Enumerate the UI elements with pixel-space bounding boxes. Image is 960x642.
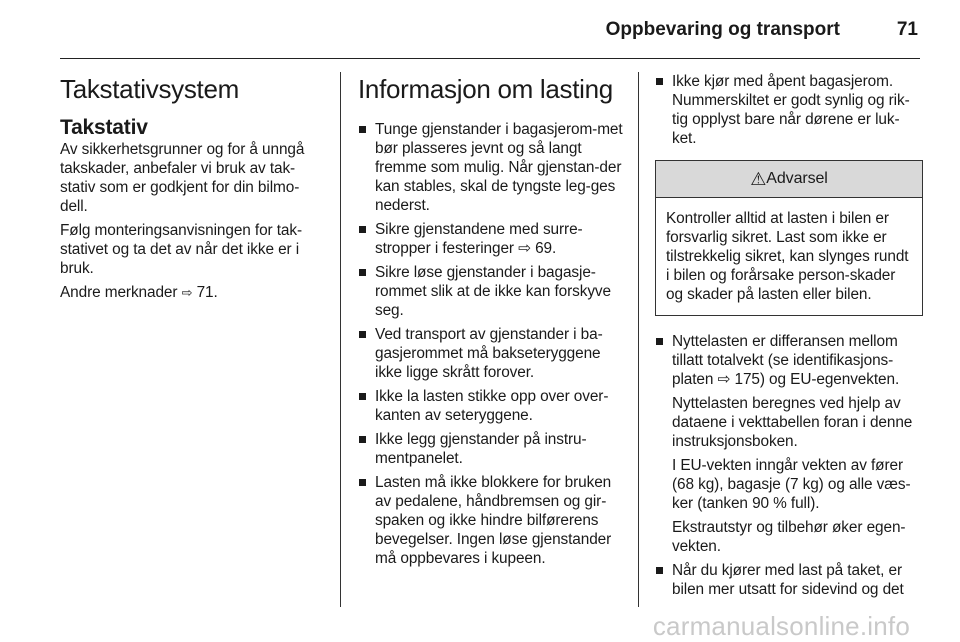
- column-divider-2: [638, 72, 639, 607]
- warning-title: Advarsel: [766, 170, 828, 187]
- paragraph: Av sikkerhetsgrunner og for å unngå takskader, anbefaler vi bruk av tak-stativ som er godkjent for din bilmo-dell.: [60, 141, 305, 215]
- section-heading-informasjon-om-lasting: Informasjon om lasting: [358, 74, 613, 104]
- section-heading-takstativsystem: Takstativsystem: [60, 74, 239, 104]
- warning-body: Kontroller alltid at lasten i bilen er forsvarlig sikret. Last som ikke er tilstrekkelig sikret, kan slynges rundt i bilen og forårsake person-skader og skader på lasten eller bilen.: [666, 210, 909, 303]
- column-3: [655, 72, 923, 604]
- list-item: [655, 332, 923, 556]
- list-item: Ikke la lasten stikke opp over over-kanten av seteryggene.: [358, 387, 624, 425]
- list-item: Ikke legg gjenstander på instru-mentpanelet.: [358, 430, 624, 468]
- subheading-takstativ: Takstativ: [60, 116, 148, 139]
- column-divider-1: [340, 72, 341, 607]
- paragraph: Følg monteringsanvisningen for tak-stativet og ta det av når det ikke er i bruk.: [60, 222, 303, 277]
- warning-header: [656, 161, 922, 198]
- bullet-list: [655, 332, 923, 599]
- header-rule: [60, 58, 920, 59]
- warning-triangle-icon: ⚠: [750, 169, 767, 189]
- reference-text: Andre merknader: [60, 284, 178, 301]
- watermark: carmanualsonline.info: [652, 611, 910, 641]
- reference-paragraph: [60, 283, 322, 302]
- page-number: 71: [896, 19, 918, 40]
- bullet-list: [358, 120, 624, 568]
- list-item: Tunge gjenstander i bagasjerom-met bør plasseres jevnt og så langt fremme som mulig. Når gjenstan-der kan stables, skal de tyngste leg-ges nederst.: [358, 120, 624, 215]
- page-header-title: Oppbevaring og transport: [605, 19, 840, 40]
- list-item: Når du kjører med last på taket, er bilen mer utsatt for sidevind og det: [655, 561, 923, 599]
- reference-page[interactable]: 71.: [196, 284, 218, 301]
- list-item: Sikre løse gjenstander i bagasje-rommet slik at de ikke kan forskyve seg.: [358, 263, 624, 320]
- list-item: Sikre gjenstandene med surre-stropper i festeringer ⇨ 69.: [358, 220, 624, 258]
- column-1: [60, 72, 322, 307]
- paragraph: Ekstrautstyr og tilbehør øker egen-vekten.: [672, 519, 906, 555]
- page-reference-arrow-icon[interactable]: ⇨: [181, 285, 193, 300]
- paragraph: I EU-vekten inngår vekten av fører (68 kg), bagasje (7 kg) og alle væs-ker (tanken 90 % full).: [672, 457, 911, 512]
- column-2: [358, 72, 624, 573]
- warning-box: [655, 160, 923, 316]
- paragraph: Nyttelasten er differansen mellom tillatt totalvekt (se identifikasjons-platen ⇨ 175) og EU-egenvekten.: [672, 333, 900, 388]
- paragraph: Nyttelasten beregnes ved hjelp av dataene i vekttabellen foran i denne instruksjonsboken.: [672, 395, 913, 450]
- list-item: Lasten må ikke blokkere for bruken av pedalene, håndbremsen og gir-spaken og ikke hindre bilførerens bevegelser. Ingen løse gjenstander må oppbevares i kupeen.: [358, 473, 624, 568]
- list-item: Ved transport av gjenstander i ba-gasjerommet må bakseteryggene ikke ligge skrått forover.: [358, 325, 624, 382]
- bullet-list: [655, 72, 923, 148]
- list-item: Ikke kjør med åpent bagasjerom. Nummerskiltet er godt synlig og rik-tig opplyst bare når dørene er luk-ket.: [655, 72, 923, 148]
